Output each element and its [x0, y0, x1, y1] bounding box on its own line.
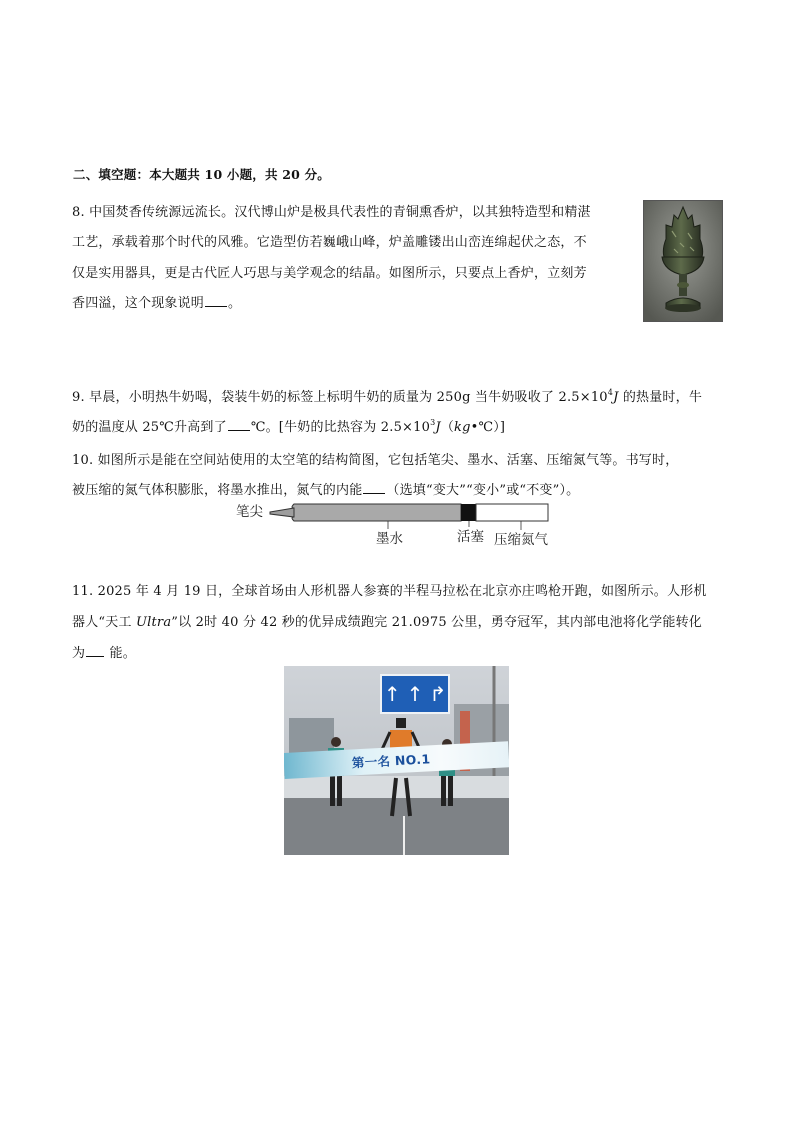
q11-answer-blank[interactable] — [86, 644, 104, 657]
space-pen-diagram — [236, 500, 566, 550]
arrow-up-icon: ↑ — [406, 682, 424, 706]
q8-line-3: 仅是实用器具，更是古代匠人巧思与美学观念的结晶。如图所示，只要点上香炉，立刻芳 — [72, 266, 587, 281]
ink-label: 墨水 — [376, 531, 403, 547]
section-title: 二、填空题：本大题共 10 小题，共 20 分。 — [73, 167, 330, 182]
ink-section — [292, 504, 461, 521]
q9-answer-blank[interactable] — [228, 418, 250, 431]
q9-line-1: 9. 早晨，小明热牛奶喝，袋装牛奶的标签上标明牛奶的质量为 250g 当牛奶吸收了 $2.5\times 10^4J$ 的热量时，牛 — [72, 388, 703, 405]
pen-tip-shape — [270, 508, 294, 517]
q11-line-1: 11. 2025 年 4 月 19 日，全球首场由人形机器人参赛的半程马拉松在北京亦庄鸣枪开跑，如图所示。人形机 — [72, 584, 707, 599]
q8-line-2: 工艺，承载着那个时代的风雅。它造型仿若巍峨山峰，炉盖雕镂出山峦连绵起伏之态，不 — [72, 235, 587, 250]
pen-tip-label: 笔尖 — [236, 504, 263, 520]
arrow-up-icon: ↑ — [383, 682, 401, 706]
q11-line-3: 为 能。 — [72, 646, 136, 661]
arrow-right-turn-icon: ↱ — [429, 682, 447, 706]
q8-line-4: 香四溢，这个现象说明 。 — [72, 296, 242, 311]
banner-text: 第一名 NO.1 — [351, 751, 431, 771]
gas-chamber — [476, 504, 548, 521]
robot-marathon-photo — [284, 666, 509, 855]
q11-line-2: 器人“天工 Ultra”以 2时 40 分 42 秒的优异成绩跑完 21.0975 公里，勇夺冠军，其内部电池将化学能转化 — [72, 615, 702, 630]
piston-block — [461, 504, 476, 521]
q8-line-1: 8. 中国焚香传统源远流长。汉代博山炉是极具代表性的青铜熏香炉，以其独特造型和精湛 — [72, 205, 591, 220]
piston-label: 活塞 — [457, 529, 484, 545]
gas-label: 压缩氮气 — [494, 532, 548, 548]
q10-line-1: 10. 如图所示是能在空间站使用的太空笔的结构简图，它包括笔尖、墨水、活塞、压缩氮气等。书写时， — [72, 453, 679, 468]
q10-line-2: 被压缩的氮气体积膨胀，将墨水推出，氮气的内能 （选填“变大”“变小”或“不变”）。 — [72, 483, 580, 498]
bronze-censer-photo — [643, 200, 723, 322]
road-sign — [380, 674, 450, 714]
q10-answer-blank[interactable] — [363, 481, 385, 494]
q8-answer-blank[interactable] — [205, 294, 227, 307]
q9-line-2: 奶的温度从 25℃升高到了 ℃。[牛奶的比热容为 $2.5\times 10^3J(kg•℃)$] — [72, 418, 506, 435]
